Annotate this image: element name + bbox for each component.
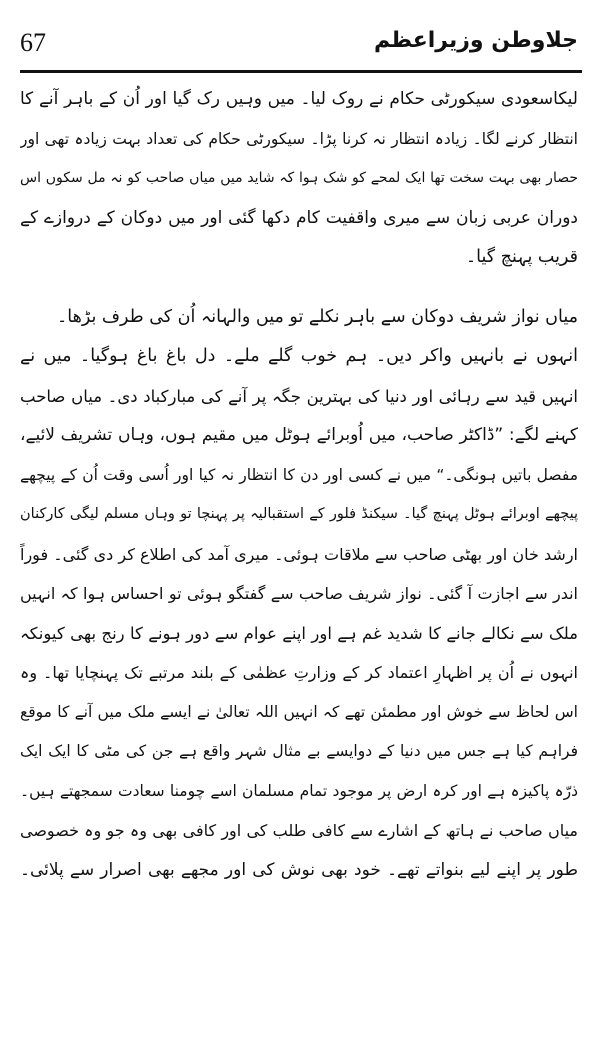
paragraph-1 — [20, 80, 578, 278]
text-line: ارشد خان اور بھٹی صاحب سے ملاقات ہوئی۔ میری آمد کی اطلاع کر دی گئی۔ فوراً — [20, 544, 578, 564]
body-text — [20, 80, 578, 890]
text-line: دوران عربی زبان سے میری واقفیت کام دکھا گئی اور میں دوکان کے دروازے کے — [20, 207, 578, 228]
text-line: حصار بھی بہت سخت تھا ایک لمحے کو شک ہوا کہ شاید میں میاں صاحب کو نہ مل سکوں اس — [20, 170, 578, 186]
text-line: لیکاسعودی سیکورٹی حکام نے روک لیا۔ میں وہیں رک گیا اور اُن کے باہر آنے کا — [20, 89, 578, 109]
text-line: ملک سے نکالے جانے کا شدید غم ہے اور اپنے عوام سے دور ہونے کا رنج بھی کیونکہ — [20, 623, 578, 643]
running-title: جلاوطن وزیراعظم — [374, 28, 578, 53]
page-number: 67 — [20, 28, 46, 57]
header-rule — [20, 70, 582, 73]
text-line: انہیں قید سے رہائی اور دنیا کی بہترین جگہ پر آنے کی مبارکباد دی۔ میاں صاحب — [20, 386, 578, 406]
text-line: میاں نواز شریف دوکان سے باہر نکلے تو میں والہانہ اُن کی طرف بڑھا۔ — [57, 306, 578, 327]
text-line: انہوں نے بانہیں واکر دیں۔ ہم خوب گلے ملے۔ دل باغ باغ ہوگیا۔ میں نے — [20, 346, 578, 366]
text-line: اندر سے اجازت آ گئی۔ نواز شریف صاحب سے گفتگو ہوئی تو احساس ہوا کہ انہیں — [20, 584, 578, 603]
text-line: ذرّہ پاکیزہ ہے اور کرہ ارض پر موجود تمام مسلمان اسے چومنا سعادت سمجھتے ہیں۔ — [20, 781, 578, 800]
text-line: فراہم کیا ہے جس میں دنیا کے دوایسے بے مثال شہر واقع ہے جن کی مٹی کا ایک ایک — [20, 742, 578, 760]
text-line: انہوں نے اُن پر اظہارِ اعتماد کر کے وزارتِ عظمٰی کے بلند مرتبے تک پہنچایا تھا۔ وہ — [20, 663, 578, 682]
text-line: پیچھے اوبرائے ہوٹل پہنچ گیا۔ سیکنڈ فلور کے استقبالیہ پر پہنچا تو وہاں مسلم لیگی کارکنان — [20, 506, 578, 522]
paragraph-2 — [20, 298, 578, 891]
text-line: طور پر اپنے لیے بنواتے تھے۔ خود بھی نوش کی اور مجھے بھی اصرار سے پلائی۔ — [20, 859, 578, 880]
text-line: مفصل باتیں ہونگی۔“ میں نے کسی اور دن کا انتظار نہ کیا اور اُسی وقت اُن کے پیچھے — [20, 465, 578, 484]
text-line: میاں صاحب نے ہاتھ کے اشارے سے کافی طلب کی اور کافی بھی وہ جو وہ خصوصی — [20, 821, 578, 840]
text-line: اس لحاظ سے خوش اور مطمئن تھے کہ انہیں اللہ تعالیٰ نے ایسے ملک میں آنے کا موقع — [20, 702, 578, 721]
text-line: کہنے لگے: ”ڈاکٹر صاحب، میں اُوبرائے ہوٹل میں مقیم ہوں، وہاں تشریف لائیے، — [20, 425, 578, 445]
text-line: قریب پہنچ گیا۔ — [465, 247, 578, 267]
text-line: انتظار کرنے لگا۔ زیادہ انتظار نہ کرنا پڑا۔ سیکورٹی حکام کی تعداد بہت زیادہ تھی اور — [20, 129, 578, 148]
paragraph-gap — [20, 278, 578, 298]
